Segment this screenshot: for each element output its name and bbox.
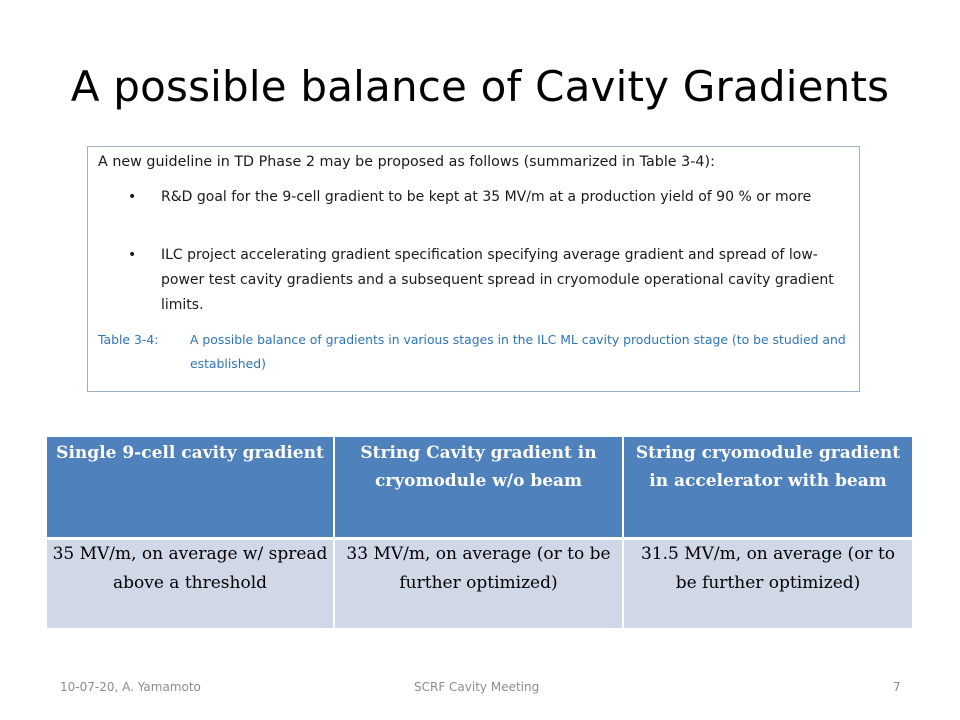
footer-meeting-name: SCRF Cavity Meeting [414, 680, 540, 694]
slide-title: A possible balance of Cavity Gradients [70, 62, 890, 111]
bullet-icon: • [128, 247, 137, 263]
table-header-row [47, 437, 912, 537]
table-header-cell: Single 9-cell cavity gradient [47, 437, 335, 537]
table-cell: 33 MV/m, on average (or to be further optimized) [335, 537, 624, 628]
table-row [47, 537, 912, 628]
table-header-cell: String cryomodule gradient in accelerator with beam [624, 437, 912, 537]
table-cell: 31.5 MV/m, on average (or to be further optimized) [624, 537, 912, 628]
table-cell: 35 MV/m, on average w/ spread above a threshold [47, 537, 335, 628]
caption-text: A possible balance of gradients in various stages in the ILC ML cavity production stage (to be studied and established) [190, 332, 846, 371]
excerpt-intro: A new guideline in TD Phase 2 may be proposed as follows (summarized in Table 3-4): [98, 154, 715, 170]
table-header-cell: String Cavity gradient in cryomodule w/o beam [335, 437, 624, 537]
bullet-text: R&D goal for the 9-cell gradient to be kept at 35 MV/m at a production yield of 90 % or more [161, 189, 812, 205]
footer-page-number: 7 [893, 680, 901, 694]
bullet-icon: • [128, 189, 137, 205]
document-excerpt [87, 146, 860, 392]
gradient-table [47, 437, 912, 628]
footer-date-author: 10-07-20, A. Yamamoto [60, 680, 201, 694]
caption-label: Table 3-4: [98, 332, 159, 347]
bullet-text: ILC project accelerating gradient specification specifying average gradient and spread of low-power test cavity gradients and a subsequent spread in cryomodule operational cavity gradient limits. [161, 247, 834, 313]
